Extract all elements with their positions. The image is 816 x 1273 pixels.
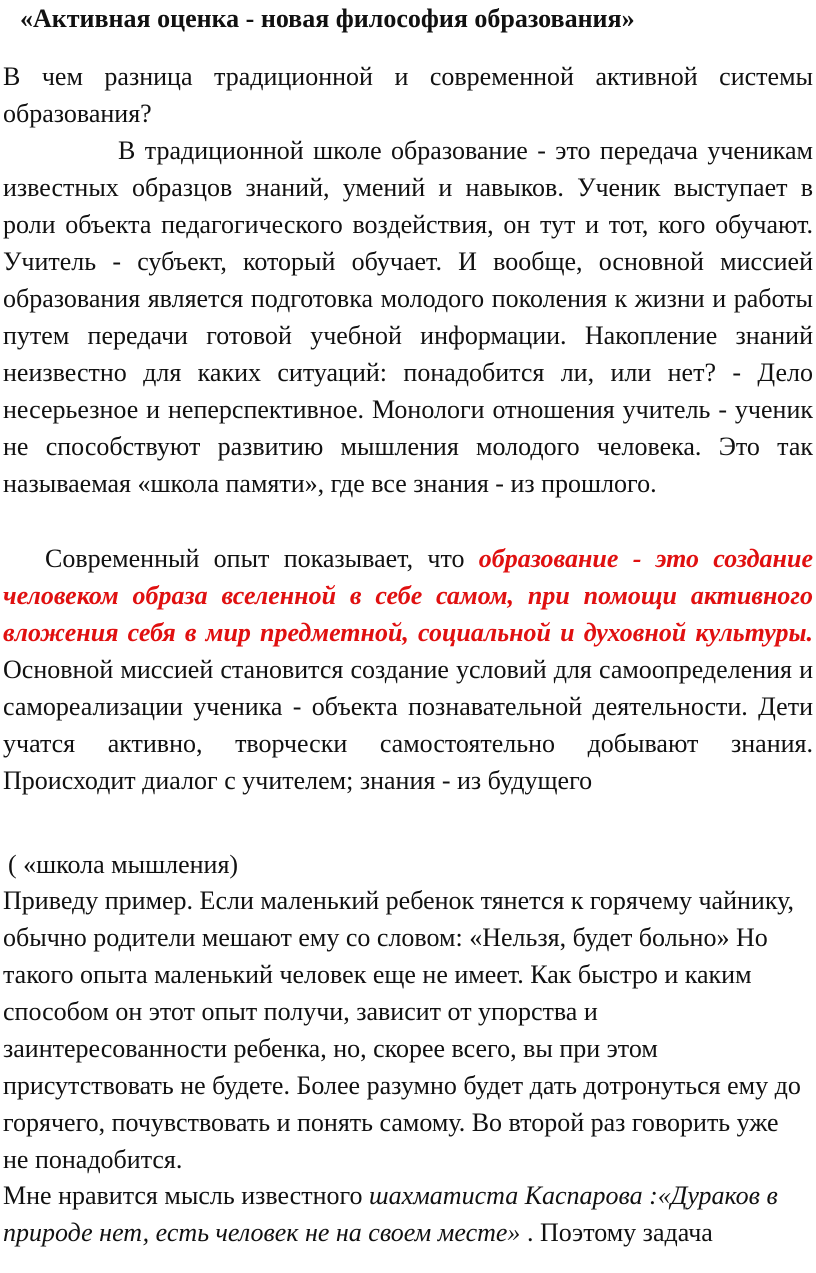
- traditional-school-paragraph: В традиционной школе образование - это передача ученикам известных образцов знаний, умений и навыков. Ученик выступает в роли объекта педагогического воздействия, он тут и тот, кого обучают. Учитель - субъект, который обучает. И вообще, основной миссией образования является подготовка молодого поколения к жизни и работы путем передачи готовой учебной информации. Накопление знаний неизвестно для каких ситуаций: понадобится ли, или нет? - Дело несерьезное и неперспективное. Монологи отношения учитель - ученик не способствуют развитию мышления молодого человека. Это так называемая «школа памяти», где все знания - из прошлого.: [3, 136, 813, 498]
- document-title: «Активная оценка - новая философия образования»: [20, 4, 635, 33]
- kasparov-paragraph: [3, 1177, 813, 1251]
- school-of-thinking-note: ( «школа мышления): [8, 850, 239, 879]
- kasparov-quote: шахматиста Каспарова :«Дураков в природе нет, есть человек не на своем месте»: [3, 1181, 778, 1247]
- modern-experience-paragraph: [3, 540, 813, 799]
- modern-mission-text: Основной миссией становится создание условий для самоопределения и самореализации ученика - объекта познавательной деятельности. Дети учатся активно, творчески самостоятельно добывают знания. Происходит диалог с учителем; знания - из будущего: [3, 655, 813, 795]
- kasparov-intro-text: Мне нравится мысль известного: [3, 1181, 370, 1210]
- kasparov-rest-text: . Поэтому задача: [520, 1218, 713, 1247]
- modern-intro-text: Современный опыт показывает, что: [45, 544, 479, 573]
- question-paragraph: В чем разница традиционной и современной активной системы образования?: [3, 62, 813, 128]
- example-paragraph: Приведу пример. Если маленький ребенок тянется к горячему чайнику, обычно родители мешают ему со словом: «Нельзя, будет больно» Но такого опыта маленький человек еще не имеет. Как быстро и каким способом он этот опыт получи, зависит от упорства и заинтересованности ребенка, но, скорее всего, вы при этом присутствовать не будете. Более разумно будет дать дотронуться ему до горячего, почувствовать и понять самому. Во второй раз говорить уже не понадобится.: [3, 886, 801, 1174]
- education-definition-highlight: образование - это создание человеком образа вселенной в себе самом, при помощи активного вложения себя в мир предметной, социальной и духовной культуры.: [3, 544, 813, 647]
